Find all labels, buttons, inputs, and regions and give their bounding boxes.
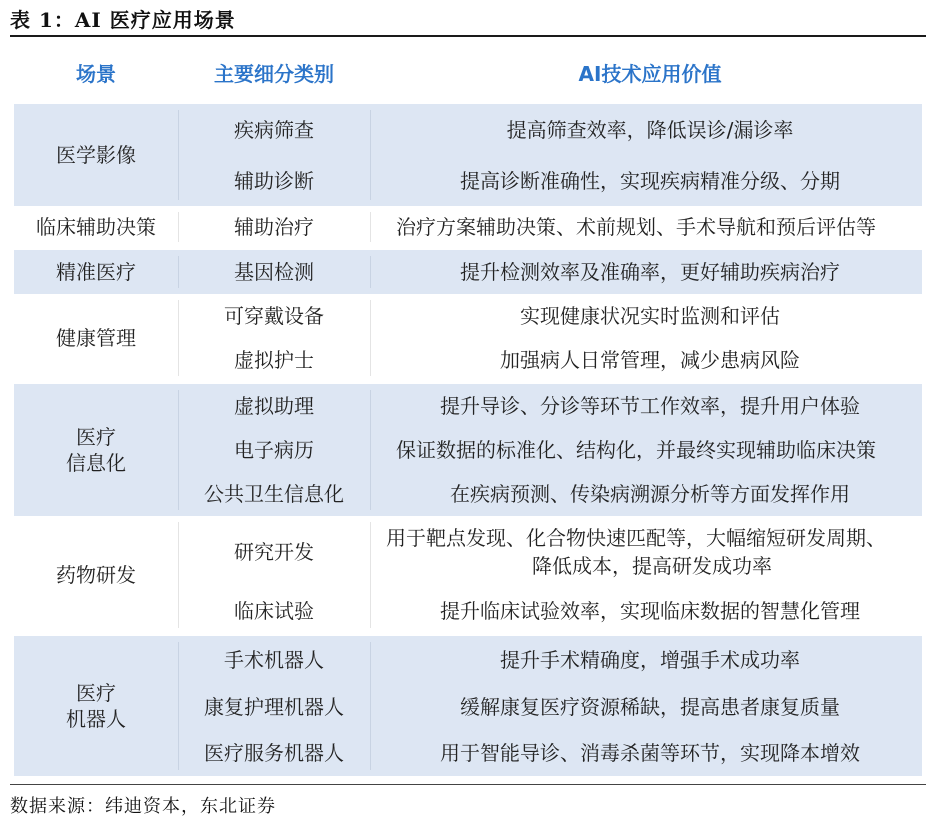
group-drug-development — [14, 516, 922, 634]
footer-rule — [10, 784, 926, 785]
value-cell: 提高诊断准确性，实现疾病精准分级、分期 — [460, 169, 840, 193]
table-row — [14, 338, 922, 382]
scene-cell: 临床辅助决策 — [36, 215, 156, 239]
table-row — [14, 472, 922, 516]
group-medical-imaging — [14, 104, 922, 206]
scene-cell: 药物研发 — [56, 563, 136, 587]
subcategory-cell: 虚拟助理 — [234, 394, 314, 418]
group-medical-informatization — [14, 384, 922, 516]
header-subcategory: 主要细分类别 — [214, 62, 334, 86]
group-clinical-decision — [14, 206, 922, 248]
scene-line: 信息化 — [66, 451, 126, 475]
group-medical-robots — [14, 636, 922, 776]
value-cell: 提升临床试验效率，实现临床数据的智慧化管理 — [440, 599, 860, 623]
table-row — [14, 104, 922, 156]
scene-cell: 健康管理 — [56, 326, 136, 350]
subcategory-cell: 辅助治疗 — [234, 215, 314, 239]
subcategory-cell: 临床试验 — [234, 599, 314, 623]
subcategory-cell: 手术机器人 — [224, 648, 324, 672]
subcategory-cell: 可穿戴设备 — [224, 304, 324, 328]
scene-line: 机器人 — [66, 707, 126, 731]
table-row — [14, 636, 922, 684]
value-line: 用于靶点发现、化合物快速匹配等，大幅缩短研发周期、 — [386, 526, 886, 550]
value-cell: 加强病人日常管理，减少患病风险 — [500, 348, 800, 372]
table-row — [14, 588, 922, 634]
value-cell: 保证数据的标准化、结构化，并最终实现辅助临床决策 — [396, 438, 876, 462]
scenario-table — [14, 46, 922, 776]
value-cell: 治疗方案辅助决策、术前规划、手术导航和预后评估等 — [396, 215, 876, 239]
table-row — [14, 294, 922, 338]
subcategory-cell: 医疗服务机器人 — [204, 741, 344, 765]
value-cell: 提升检测效率及准确率，更好辅助疾病治疗 — [460, 260, 840, 284]
table-row — [14, 250, 922, 294]
subcategory-cell: 基因检测 — [234, 260, 314, 284]
group-precision-medicine — [14, 250, 922, 294]
table-row — [14, 206, 922, 248]
table-row — [14, 428, 922, 472]
value-cell: 缓解康复医疗资源稀缺，提高患者康复质量 — [460, 695, 840, 719]
caption-rule — [10, 35, 926, 37]
group-health-management — [14, 294, 922, 382]
table-row — [14, 156, 922, 206]
header-scene: 场景 — [76, 62, 116, 86]
table-row — [14, 384, 922, 428]
table-header — [14, 46, 922, 102]
scene-cell: 医学影像 — [56, 143, 136, 167]
value-cell: 提高筛查效率，降低误诊/漏诊率 — [506, 118, 794, 142]
value-cell: 提升手术精确度，增强手术成功率 — [500, 648, 800, 672]
scene-line: 医疗 — [76, 681, 116, 705]
value-cell: 用于智能导诊、消毒杀菌等环节，实现降本增效 — [440, 741, 860, 765]
subcategory-cell: 研究开发 — [234, 540, 314, 564]
subcategory-cell: 虚拟护士 — [234, 348, 314, 372]
subcategory-cell: 公共卫生信息化 — [204, 482, 344, 506]
value-cell: 在疾病预测、传染病溯源分析等方面发挥作用 — [450, 482, 850, 506]
table-row — [14, 684, 922, 730]
scene-line: 医疗 — [76, 425, 116, 449]
table-row — [14, 516, 922, 588]
subcategory-cell: 康复护理机器人 — [204, 695, 344, 719]
source-note: 数据来源：纬迪资本，东北证券 — [10, 796, 276, 817]
subcategory-cell: 电子病历 — [234, 438, 314, 462]
value-cell — [370, 516, 922, 588]
scene-cell: 精准医疗 — [56, 260, 136, 284]
table-row — [14, 730, 922, 776]
table-caption: 表 1：AI 医疗应用场景 — [10, 8, 236, 32]
subcategory-cell: 疾病筛查 — [234, 118, 314, 142]
value-line: 降低成本，提高研发成功率 — [532, 554, 772, 578]
subcategory-cell: 辅助诊断 — [234, 169, 314, 193]
value-cell: 提升导诊、分诊等环节工作效率，提升用户体验 — [440, 394, 860, 418]
value-cell: 实现健康状况实时监测和评估 — [520, 304, 780, 328]
header-value: AI技术应用价值 — [578, 62, 722, 86]
